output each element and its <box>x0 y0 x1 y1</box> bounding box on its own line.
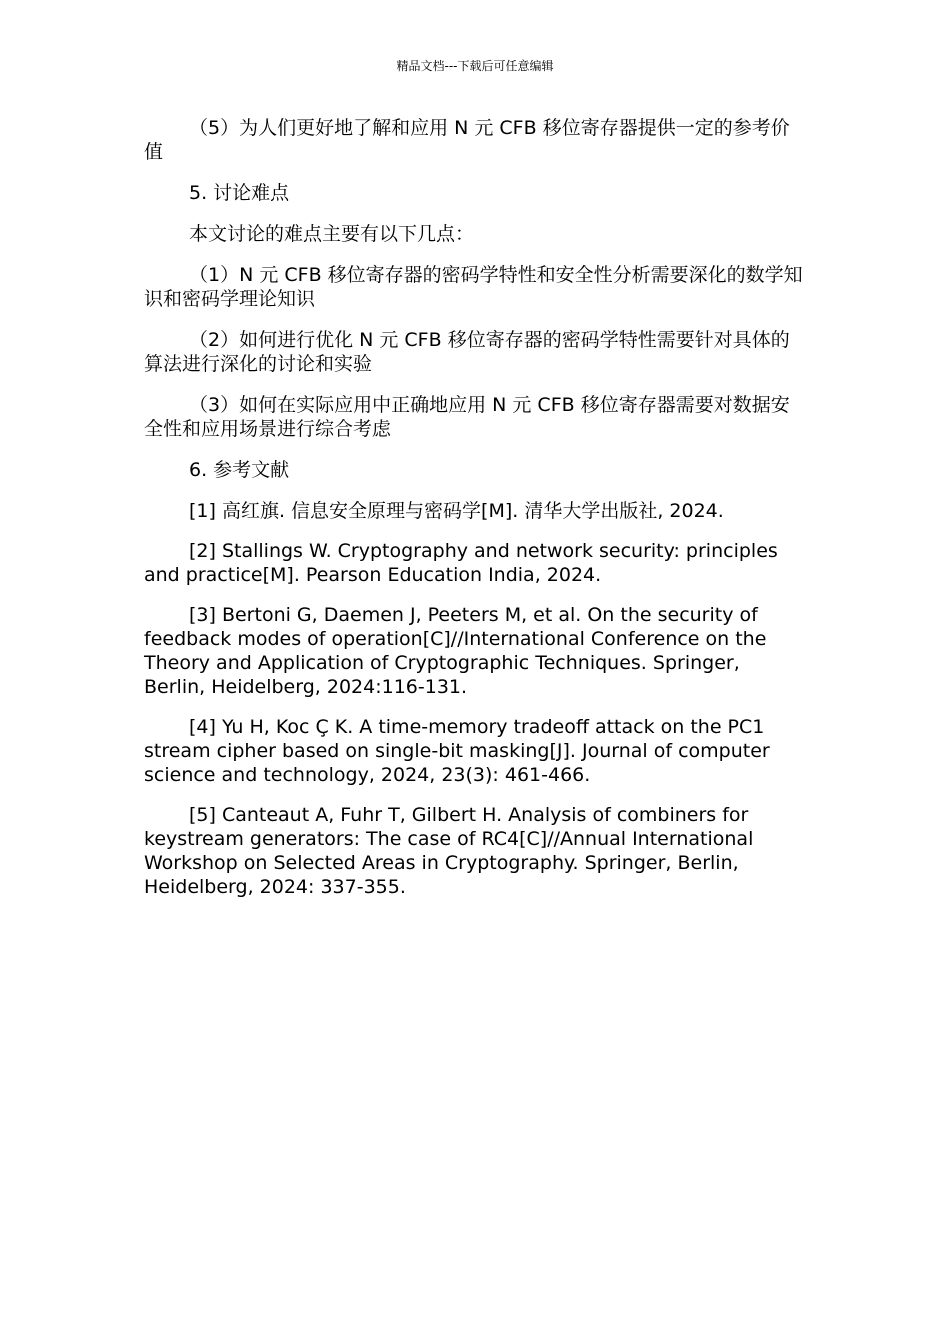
section-heading-discussion-difficulties: 5. 讨论难点 <box>189 182 290 204</box>
reference-item-2: [2] Stallings W. Cryptography and network security: principles and practice[M]. Pearson Education India, 2024. <box>144 540 778 586</box>
reference-item-1: [1] 高红旗. 信息安全原理与密码学[M]. 清华大学出版社, 2024. <box>189 500 724 522</box>
reference-item-5: [5] Canteaut A, Fuhr T, Gilbert H. Analysis of combiners for keystream generators: The case of RC4[C]//Annual International Workshop on Selected Areas in Cryptography. Springer, Berlin, Heidelberg, 2024: 337-355. <box>144 804 754 898</box>
difficulty-item-2: （2）如何进行优化 N 元 CFB 移位寄存器的密码学特性需要针对具体的算法进行深化的讨论和实验 <box>144 329 790 375</box>
page-header: 精品文档---下载后可任意编辑 <box>396 59 554 73</box>
difficulty-item-3: （3）如何在实际应用中正确地应用 N 元 CFB 移位寄存器需要对数据安全性和应用场景进行综合考虑 <box>144 394 790 440</box>
document-body <box>144 116 806 915</box>
conclusion-item-5: （5）为人们更好地了解和应用 N 元 CFB 移位寄存器提供一定的参考价值 <box>144 117 790 163</box>
difficulty-item-1: （1）N 元 CFB 移位寄存器的密码学特性和安全性分析需要深化的数学知识和密码学理论知识 <box>144 264 803 310</box>
difficulties-intro: 本文讨论的难点主要有以下几点： <box>189 223 475 245</box>
section-heading-references: 6. 参考文献 <box>189 459 290 481</box>
reference-item-3: [3] Bertoni G, Daemen J, Peeters M, et al. On the security of feedback modes of operation[C]//International Conference on the Theory and Application of Cryptographic Techniques. Springer, Berlin, Heidelberg, 2024:116-131. <box>144 604 767 698</box>
reference-item-4: [4] Yu H, Koc Ç K. A time-memory tradeoff attack on the PC1 stream cipher based on single-bit masking[J]. Journal of computer science and technology, 2024, 23(3): 461-466. <box>144 716 770 786</box>
